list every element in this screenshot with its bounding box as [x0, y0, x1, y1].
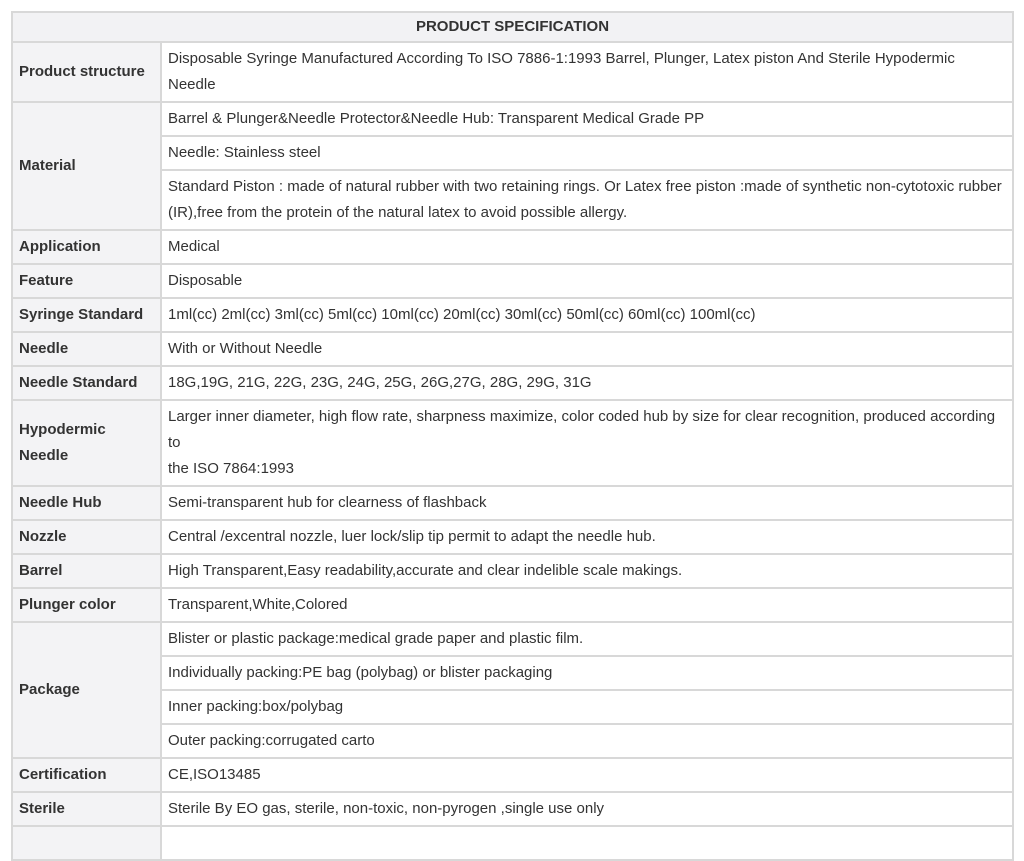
spec-value-package: [161, 690, 1013, 724]
table-row: [12, 264, 1013, 298]
spec-value-needle-hub: [161, 486, 1013, 520]
spec-label-application: Application: [12, 230, 161, 264]
spec-value-line: CE,ISO13485: [168, 766, 261, 783]
spec-value-line: Outer packing:corrugated carto: [168, 732, 375, 749]
spec-value-line: Semi-transparent hub for clearness of flashback: [168, 494, 487, 511]
spec-value-line: Medical: [168, 238, 220, 255]
spec-label-syringe-standard: Syringe Standard: [12, 298, 161, 332]
table-row: [12, 366, 1013, 400]
spec-label-sterile: Sterile: [12, 792, 161, 826]
table-row: [12, 298, 1013, 332]
spec-value-line: Transparent,White,Colored: [168, 596, 348, 613]
table-row: [12, 758, 1013, 792]
spec-value-line: Individually packing:PE bag (polybag) or blister packaging: [168, 664, 553, 681]
spec-value-sterile: [161, 792, 1013, 826]
spec-value-line: Sterile By EO gas, sterile, non-toxic, non-pyrogen ,single use only: [168, 800, 605, 817]
spec-value-material: [161, 170, 1013, 230]
spec-value-needle-standard: [161, 366, 1013, 400]
table-row: [12, 332, 1013, 366]
table-row: [12, 230, 1013, 264]
spec-value-needle: [161, 332, 1013, 366]
spec-value-hypodermic-needle: [161, 400, 1013, 486]
table-row: [12, 622, 1013, 656]
product-specification-table: [11, 11, 1014, 861]
spec-value-line: Needle: Stainless steel: [168, 144, 321, 161]
spec-value-line: (IR),free from the protein of the natural latex to avoid possible allergy.: [168, 204, 628, 221]
spec-value-line: Inner packing:box/polybag: [168, 698, 344, 715]
spec-value-empty: [161, 826, 1013, 860]
spec-label-needle-hub: Needle Hub: [12, 486, 161, 520]
table-row: [12, 588, 1013, 622]
table-body: [12, 42, 1013, 860]
spec-label-feature: Feature: [12, 264, 161, 298]
table-row: [12, 554, 1013, 588]
spec-value-line: With or Without Needle: [168, 340, 323, 357]
spec-value-product-structure: [161, 42, 1013, 102]
spec-value-certification: [161, 758, 1013, 792]
spec-label-hypodermic-needle: Hypodermic Needle: [12, 400, 161, 486]
spec-label-plunger-color: Plunger color: [12, 588, 161, 622]
spec-value-nozzle: [161, 520, 1013, 554]
table-title-row: [12, 12, 1013, 42]
spec-value-material: [161, 102, 1013, 136]
table-row: [12, 792, 1013, 826]
table-row: [12, 520, 1013, 554]
table-row: [12, 170, 1013, 230]
spec-label-needle-standard: Needle Standard: [12, 366, 161, 400]
spec-label-empty: [12, 826, 161, 860]
spec-value-line: Standard Piston : made of natural rubber with two retaining rings. Or Latex free piston :made of synthetic non-cytotoxic rubber: [168, 178, 1002, 195]
spec-value-barrel: [161, 554, 1013, 588]
table-row: [12, 400, 1013, 486]
table-row: [12, 724, 1013, 758]
table-row: [12, 690, 1013, 724]
spec-value-material: [161, 136, 1013, 170]
spec-value-line: Blister or plastic package:medical grade paper and plastic film.: [168, 630, 584, 647]
spec-value-line: Barrel & Plunger&Needle Protector&Needle Hub: Transparent Medical Grade PP: [168, 110, 705, 127]
spec-value-package: [161, 656, 1013, 690]
spec-label-product-structure: Product structure: [12, 42, 161, 102]
spec-value-package: [161, 622, 1013, 656]
spec-label-material: Material: [12, 102, 161, 230]
spec-label-nozzle: Nozzle: [12, 520, 161, 554]
table-row: [12, 102, 1013, 136]
spec-label-package: Package: [12, 622, 161, 758]
spec-label-barrel: Barrel: [12, 554, 161, 588]
spec-value-syringe-standard: [161, 298, 1013, 332]
spec-value-application: [161, 230, 1013, 264]
spec-value-line: 18G,19G, 21G, 22G, 23G, 24G, 25G, 26G,27G, 28G, 29G, 31G: [168, 374, 592, 391]
spec-value-package: [161, 724, 1013, 758]
table-row: [12, 656, 1013, 690]
spec-value-feature: [161, 264, 1013, 298]
spec-value-line: Central /excentral nozzle, luer lock/slip tip permit to adapt the needle hub.: [168, 528, 656, 545]
table-title: PRODUCT SPECIFICATION: [12, 12, 1013, 42]
spec-value-line: High Transparent,Easy readability,accurate and clear indelible scale makings.: [168, 562, 683, 579]
spec-value-line: Disposable: [168, 272, 243, 289]
spec-value-line: Disposable Syringe Manufactured According To ISO 7886-1:1993 Barrel, Plunger, Latex piston And Sterile Hypodermic Needle: [168, 50, 955, 93]
table-row-partial: [12, 826, 1013, 860]
spec-value-line: the ISO 7864:1993: [168, 460, 294, 477]
table-row: [12, 486, 1013, 520]
spec-value-line: Larger inner diameter, high flow rate, sharpness maximize, color coded hub by size for clear recognition, produced according to: [168, 408, 996, 451]
spec-label-certification: Certification: [12, 758, 161, 792]
spec-label-needle: Needle: [12, 332, 161, 366]
table-row: [12, 42, 1013, 102]
spec-value-plunger-color: [161, 588, 1013, 622]
spec-value-line: 1ml(cc) 2ml(cc) 3ml(cc) 5ml(cc) 10ml(cc) 20ml(cc) 30ml(cc) 50ml(cc) 60ml(cc) 100ml(cc): [168, 306, 756, 323]
table-row: [12, 136, 1013, 170]
